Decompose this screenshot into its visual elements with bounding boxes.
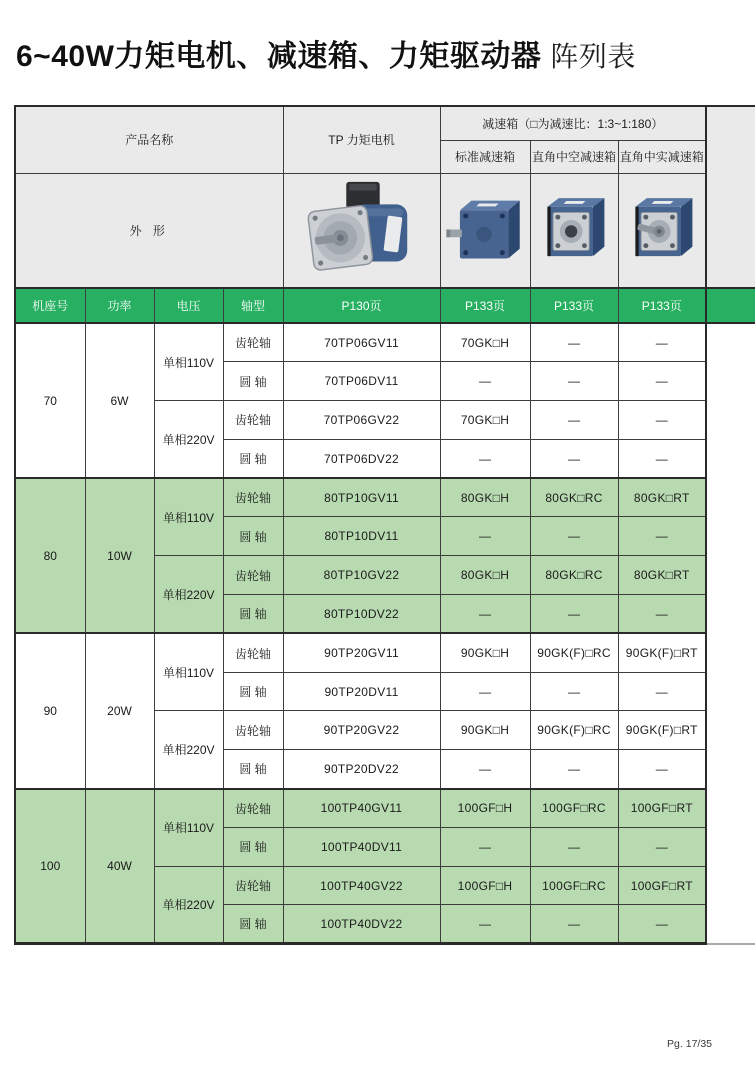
frame-cell: 70	[15, 323, 85, 478]
shaft-cell: 圆 轴	[223, 595, 283, 634]
motor-page-ref: P130页	[283, 288, 440, 323]
solid-gearbox-cell: —	[618, 595, 706, 634]
shaft-cell: 齿轮轴	[223, 711, 283, 750]
shaft-cell: 圆 轴	[223, 750, 283, 789]
voltage-cell: 单相110V	[154, 478, 223, 556]
hollow-gearbox-cell: —	[530, 517, 618, 556]
motor-model-cell: 70TP06GV11	[283, 323, 440, 362]
hollow-gearbox-header: 直角中空减速箱	[530, 140, 618, 173]
hollow-gearbox-cell: —	[530, 362, 618, 401]
cutoff-page-ref-cell	[706, 288, 755, 323]
standard-page-ref: P133页	[440, 288, 530, 323]
standard-gearbox-cell: —	[440, 439, 530, 478]
right-angle-hollow-gearbox-photo	[536, 189, 612, 271]
motor-model-cell: 80TP10DV22	[283, 595, 440, 634]
cutoff-column-header	[706, 106, 755, 288]
motor-model-cell: 80TP10GV22	[283, 556, 440, 595]
right-angle-solid-gearbox-photo	[624, 189, 700, 271]
shaft-cell: 圆 轴	[223, 672, 283, 711]
tp-motor-image-cell	[283, 173, 440, 288]
shaft-cell: 齿轮轴	[223, 401, 283, 440]
hollow-gearbox-cell: —	[530, 672, 618, 711]
solid-gearbox-cell: —	[618, 827, 706, 866]
solid-page-ref: P133页	[618, 288, 706, 323]
motor-model-cell: 70TP06DV11	[283, 362, 440, 401]
shaft-cell: 齿轮轴	[223, 556, 283, 595]
page-title-suffix: 阵列表	[550, 41, 636, 72]
solid-gearbox-cell: 90GK(F)□RT	[618, 633, 706, 672]
standard-gearbox-cell: —	[440, 905, 530, 944]
motor-model-cell: 100TP40GV22	[283, 866, 440, 905]
motor-model-cell: 90TP20GV11	[283, 633, 440, 672]
frame-cell: 90	[15, 633, 85, 788]
hollow-gearbox-cell: —	[530, 323, 618, 362]
product-name-header: 产品名称	[15, 106, 283, 173]
hollow-gearbox-cell: —	[530, 439, 618, 478]
cutoff-data-column	[706, 323, 755, 944]
solid-gearbox-cell: —	[618, 750, 706, 789]
tp-motor-photo	[303, 180, 421, 280]
standard-gearbox-cell: 90GK□H	[440, 633, 530, 672]
motor-model-cell: 90TP20DV11	[283, 672, 440, 711]
solid-gearbox-cell: 80GK□RT	[618, 556, 706, 595]
voltage-header: 电压	[154, 288, 223, 323]
hollow-gearbox-cell: 80GK□RC	[530, 478, 618, 517]
tp-motor-image	[284, 180, 440, 280]
solid-gearbox-cell: —	[618, 439, 706, 478]
hollow-gearbox-cell: 90GK(F)□RC	[530, 633, 618, 672]
product-matrix-table	[14, 105, 755, 945]
hollow-page-ref: P133页	[530, 288, 618, 323]
solid-gearbox-cell: —	[618, 905, 706, 944]
motor-model-cell: 80TP10GV11	[283, 478, 440, 517]
shaft-cell: 齿轮轴	[223, 789, 283, 828]
power-cell: 6W	[85, 323, 154, 478]
frame-cell: 100	[15, 789, 85, 944]
standard-gearbox-cell: 70GK□H	[440, 401, 530, 440]
standard-gearbox-header: 标准减速箱	[440, 140, 530, 173]
power-cell: 10W	[85, 478, 154, 633]
solid-gearbox-cell: 80GK□RT	[618, 478, 706, 517]
hollow-gearbox-cell: —	[530, 401, 618, 440]
hollow-gearbox-cell: 100GF□RC	[530, 789, 618, 828]
motor-model-cell: 100TP40GV11	[283, 789, 440, 828]
solid-gearbox-cell: 100GF□RT	[618, 789, 706, 828]
shaft-cell: 圆 轴	[223, 827, 283, 866]
hollow-gearbox-cell: —	[530, 827, 618, 866]
page-title-main: 6~40W力矩电机、减速箱、力矩驱动器	[16, 40, 542, 73]
solid-gearbox-cell: —	[618, 362, 706, 401]
motor-model-cell: 100TP40DV11	[283, 827, 440, 866]
standard-gearbox-cell: 90GK□H	[440, 711, 530, 750]
power-header: 功率	[85, 288, 154, 323]
shaft-cell: 齿轮轴	[223, 866, 283, 905]
voltage-cell: 单相110V	[154, 789, 223, 867]
motor-model-cell: 90TP20DV22	[283, 750, 440, 789]
right-angle-hollow-gearbox-image	[531, 189, 618, 271]
standard-gearbox-cell: —	[440, 595, 530, 634]
solid-gearbox-cell: —	[618, 323, 706, 362]
hollow-gearbox-cell: 80GK□RC	[530, 556, 618, 595]
power-cell: 20W	[85, 633, 154, 788]
tp-motor-header: TP 力矩电机	[283, 106, 440, 173]
motor-model-cell: 100TP40DV22	[283, 905, 440, 944]
gearbox-group-header: 减速箱（□为减速比：1:3~1:180）	[440, 106, 706, 140]
standard-gearbox-cell: —	[440, 517, 530, 556]
standard-gearbox-cell: 80GK□H	[440, 478, 530, 517]
voltage-cell: 单相220V	[154, 556, 223, 634]
motor-model-cell: 80TP10DV11	[283, 517, 440, 556]
right-angle-solid-gearbox-image	[619, 189, 706, 271]
standard-gearbox-cell: —	[440, 672, 530, 711]
solid-gearbox-cell: 100GF□RT	[618, 866, 706, 905]
solid-gearbox-cell: —	[618, 672, 706, 711]
shaft-cell: 齿轮轴	[223, 323, 283, 362]
page-title	[16, 36, 636, 78]
standard-gearbox-cell: 70GK□H	[440, 323, 530, 362]
voltage-cell: 单相110V	[154, 323, 223, 401]
motor-model-cell: 90TP20GV22	[283, 711, 440, 750]
standard-gearbox-cell: 100GF□H	[440, 866, 530, 905]
frame-cell: 80	[15, 478, 85, 633]
solid-gearbox-cell: —	[618, 517, 706, 556]
solid-gearbox-cell: 90GK(F)□RT	[618, 711, 706, 750]
shaft-cell: 圆 轴	[223, 905, 283, 944]
hollow-gearbox-image-cell	[530, 173, 618, 288]
shaft-type-header: 轴型	[223, 288, 283, 323]
shaft-cell: 圆 轴	[223, 439, 283, 478]
frame-header: 机座号	[15, 288, 85, 323]
standard-gearbox-cell: —	[440, 827, 530, 866]
shaft-cell: 齿轮轴	[223, 478, 283, 517]
hollow-gearbox-cell: —	[530, 750, 618, 789]
standard-gearbox-cell: —	[440, 362, 530, 401]
hollow-gearbox-cell: 90GK(F)□RC	[530, 711, 618, 750]
shaft-cell: 圆 轴	[223, 362, 283, 401]
standard-gearbox-cell: —	[440, 750, 530, 789]
power-cell: 40W	[85, 789, 154, 944]
appearance-label: 外 形	[15, 173, 283, 288]
motor-model-cell: 70TP06GV22	[283, 401, 440, 440]
standard-gearbox-image-cell	[440, 173, 530, 288]
page-number: Pg. 17/35	[667, 1038, 712, 1050]
standard-gearbox-photo	[446, 189, 524, 271]
voltage-cell: 单相220V	[154, 401, 223, 479]
solid-gearbox-image-cell	[618, 173, 706, 288]
standard-gearbox-cell: 80GK□H	[440, 556, 530, 595]
voltage-cell: 单相220V	[154, 711, 223, 789]
standard-gearbox-image	[441, 189, 530, 271]
standard-gearbox-cell: 100GF□H	[440, 789, 530, 828]
shaft-cell: 齿轮轴	[223, 633, 283, 672]
voltage-cell: 单相220V	[154, 866, 223, 944]
hollow-gearbox-cell: 100GF□RC	[530, 866, 618, 905]
solid-gearbox-header: 直角中实减速箱	[618, 140, 706, 173]
hollow-gearbox-cell: —	[530, 595, 618, 634]
motor-model-cell: 70TP06DV22	[283, 439, 440, 478]
shaft-cell: 圆 轴	[223, 517, 283, 556]
solid-gearbox-cell: —	[618, 401, 706, 440]
voltage-cell: 单相110V	[154, 633, 223, 711]
hollow-gearbox-cell: —	[530, 905, 618, 944]
